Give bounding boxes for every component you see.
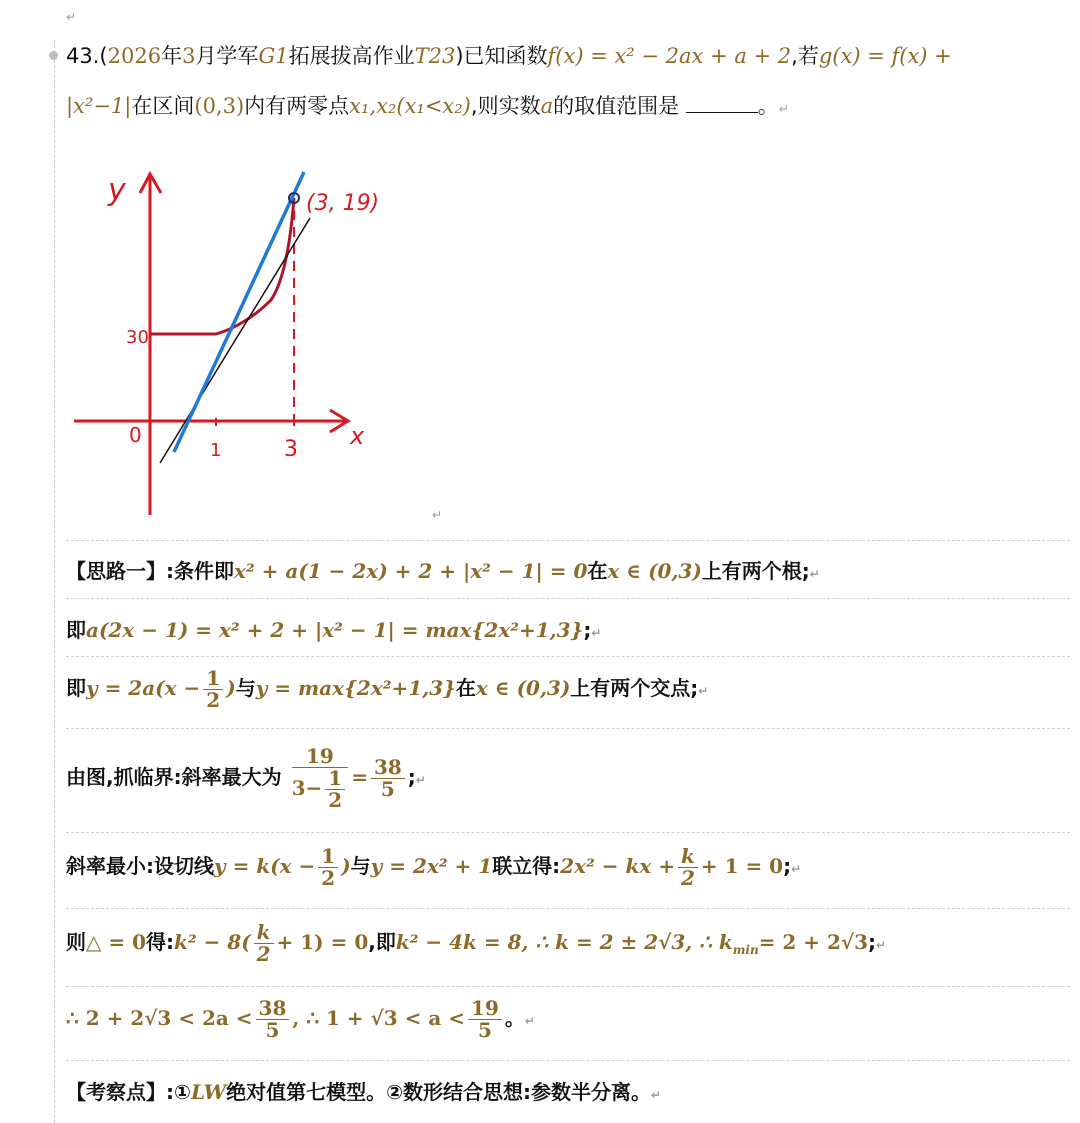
- tangent-line: [160, 218, 310, 463]
- y-axis-label: y: [108, 173, 126, 208]
- fraction-max-slope: 19 3− $\frac{1}{2}$: [292, 746, 349, 811]
- approach-label: 【思路一】:: [66, 559, 174, 583]
- solution-line-6: 则△ = 0得:k² − 8( $\frac{k}{2}$ + 1) = 0,即k² − 4k = 8, ∴ k = 2 ± 2√3, ∴ $k_{min}= 2$ + 2√3;↵: [66, 920, 887, 966]
- fraction: $\frac{19}{5}$: [468, 998, 502, 1041]
- tick-3-label: 3: [284, 437, 298, 462]
- problem-line-2: |x²−1|在区间(0,3)内有两零点x₁,x₂(x₁<x₂),则实数a的取值范围是 。↵: [66, 94, 789, 118]
- fraction: $\frac{38}{5}$: [256, 998, 290, 1041]
- solution-line-1: 【思路一】:条件即x² + a(1 − 2x) + 2 + |x² − 1| = 0在x ∈ (0,3)上有两个根;↵: [66, 559, 820, 583]
- solution-line-2: 即a(2x − 1) = x² + 2 + |x² − 1| = max{2x²+1,3};↵: [66, 618, 602, 642]
- divider: [66, 728, 1070, 729]
- divider: [66, 908, 1070, 909]
- problem-source: 拓展拔高作业: [288, 44, 415, 68]
- fraction: $\frac{38}{5}$: [371, 757, 405, 800]
- list-bullet: [49, 51, 58, 60]
- fraction: $\frac{k}{2}$: [678, 846, 698, 889]
- answer-blank: [686, 94, 758, 113]
- divider: [66, 986, 1070, 987]
- divider: [66, 656, 1070, 657]
- solution-line-8: 【考察点】:①LW绝对值第七模型。②数形结合思想:参数半分离。↵: [66, 1080, 662, 1104]
- function-g: g(x) = f(x) +: [818, 44, 952, 68]
- fraction: $\frac{1}{2}$: [318, 846, 338, 889]
- divider: [66, 1060, 1070, 1061]
- max-slope-line: [174, 172, 304, 452]
- solution-line-4: 由图,抓临界:斜率最大为 19 3− $\frac{1}{2}$ = $\frac{38}{5}$ ;↵: [66, 744, 426, 812]
- tick-1-label: 1: [210, 440, 222, 461]
- divider: [66, 598, 1070, 599]
- paragraph-mark: ↵: [66, 10, 77, 24]
- divider: [66, 540, 1070, 541]
- key-points-label: 【考察点】:: [66, 1080, 174, 1104]
- y-tick-label: 30: [126, 327, 149, 348]
- function-graph: [66, 160, 406, 530]
- divider: [66, 832, 1070, 833]
- solution-line-3: 即y = 2a(x − $\frac{1}{2}$ )与y = max{2x²+1,3}在x ∈ (0,3)上有两个交点;↵: [66, 666, 709, 712]
- point-label: (3, 19): [306, 191, 380, 216]
- origin-label: 0: [129, 423, 142, 447]
- problem-line-1: 43.(2026年3月学军G1拓展拔高作业T23)已知函数f(x) = x² − 2ax + a + 2,若g(x) = f(x) +: [66, 44, 952, 68]
- function-f: f(x) = x² − 2ax + a + 2: [547, 44, 792, 68]
- fraction: $\frac{1}{2}$: [203, 668, 223, 711]
- max-curve: [150, 198, 294, 334]
- fraction: $\frac{k}{2}$: [254, 922, 274, 965]
- solution-line-5: 斜率最小:设切线y = k(x − $\frac{1}{2}$ )与y = 2x² + 1联立得:2x² − kx + $\frac{k}{2}$ + 1 = 0;↵: [66, 844, 802, 890]
- problem-year: 2026: [107, 44, 162, 68]
- margin-guide-line: [54, 40, 55, 1123]
- problem-number: 43.: [66, 44, 100, 68]
- solution-line-7: ∴ 2 + 2√3 < 2a < $\frac{38}{5}$ , ∴ 1 + √3 < a < $\frac{19}{5}$ 。↵: [66, 996, 535, 1042]
- x-axis-label: x: [350, 422, 365, 450]
